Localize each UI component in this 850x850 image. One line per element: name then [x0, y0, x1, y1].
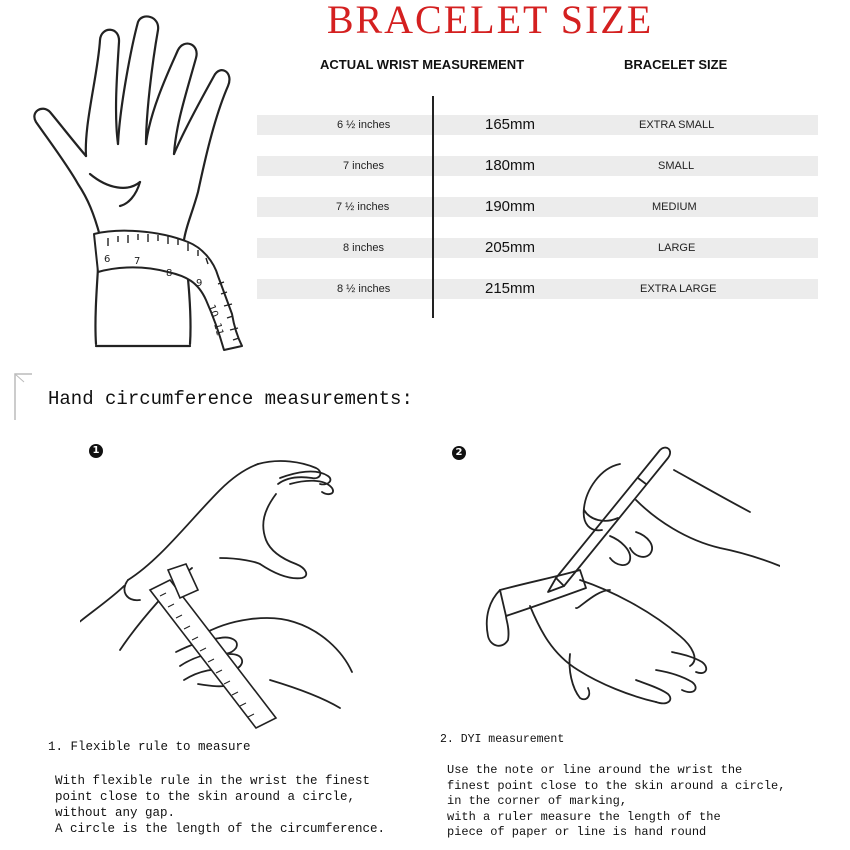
table-row [257, 238, 818, 258]
wrist-mm: 180mm [485, 157, 536, 174]
step-caption: 1. Flexible rule to measure [48, 740, 251, 754]
table-row [257, 197, 818, 217]
column-header-wrist: ACTUAL WRIST MEASUREMENT [320, 57, 525, 72]
description-line: point close to the skin around a circle, [55, 790, 356, 804]
bracelet-size: EXTRA SMALL [639, 119, 715, 131]
table-row [257, 279, 818, 299]
tape-number: 9 [196, 278, 203, 289]
step-description [55, 773, 385, 837]
table-row [257, 115, 818, 135]
hand-with-tape-illustration [28, 14, 253, 354]
bracelet-size: LARGE [658, 242, 696, 254]
section-title: Hand circumference measurements: [48, 388, 413, 410]
step-number-badge: 2 [452, 446, 466, 460]
column-divider [432, 96, 434, 318]
wrist-inches: 8 inches [343, 242, 384, 254]
wrist-mm: 215mm [485, 280, 536, 297]
description-line: piece of paper or line is hand round [447, 825, 707, 839]
page-title: BRACELET SIZE [326, 0, 654, 42]
step-description [447, 763, 785, 841]
wrist-mm: 165mm [485, 116, 536, 133]
wrist-mm: 205mm [485, 239, 536, 256]
step-caption: 2. DYI measurement [440, 733, 565, 746]
description-line: in the corner of marking, [447, 794, 628, 808]
description-line: finest point close to the skin around a circle, [447, 778, 786, 793]
wrist-inches: 7 ½ inches [336, 201, 390, 213]
description-line: with a ruler measure the length of the [447, 809, 721, 824]
bracelet-size: EXTRA LARGE [640, 283, 717, 295]
description-line: without any gap. [55, 806, 176, 820]
section-corner-mark [14, 370, 32, 420]
description-line: A circle is the length of the circumference. [55, 822, 386, 836]
step-number-badge: 1 [89, 444, 103, 458]
wrist-inches: 8 ½ inches [337, 283, 391, 295]
tape-number: 7 [134, 256, 141, 267]
description-line: With flexible rule in the wrist the finest [55, 774, 371, 788]
wrist-inches: 7 inches [343, 160, 384, 172]
tape-number: 10 [205, 303, 220, 319]
tape-number: 6 [104, 254, 111, 265]
tape-number: 8 [166, 268, 173, 279]
flexible-rule-illustration [80, 440, 400, 740]
wrist-mm: 190mm [485, 198, 536, 215]
bracelet-size: SMALL [658, 160, 695, 172]
pen-marking-illustration [460, 440, 780, 730]
column-header-size: BRACELET SIZE [624, 57, 728, 72]
description-line: Use the note or line around the wrist the [447, 763, 743, 777]
table-row [257, 156, 818, 176]
bracelet-size: MEDIUM [652, 201, 697, 213]
wrist-inches: 6 ½ inches [337, 119, 391, 131]
tape-number: 11 [211, 321, 226, 338]
